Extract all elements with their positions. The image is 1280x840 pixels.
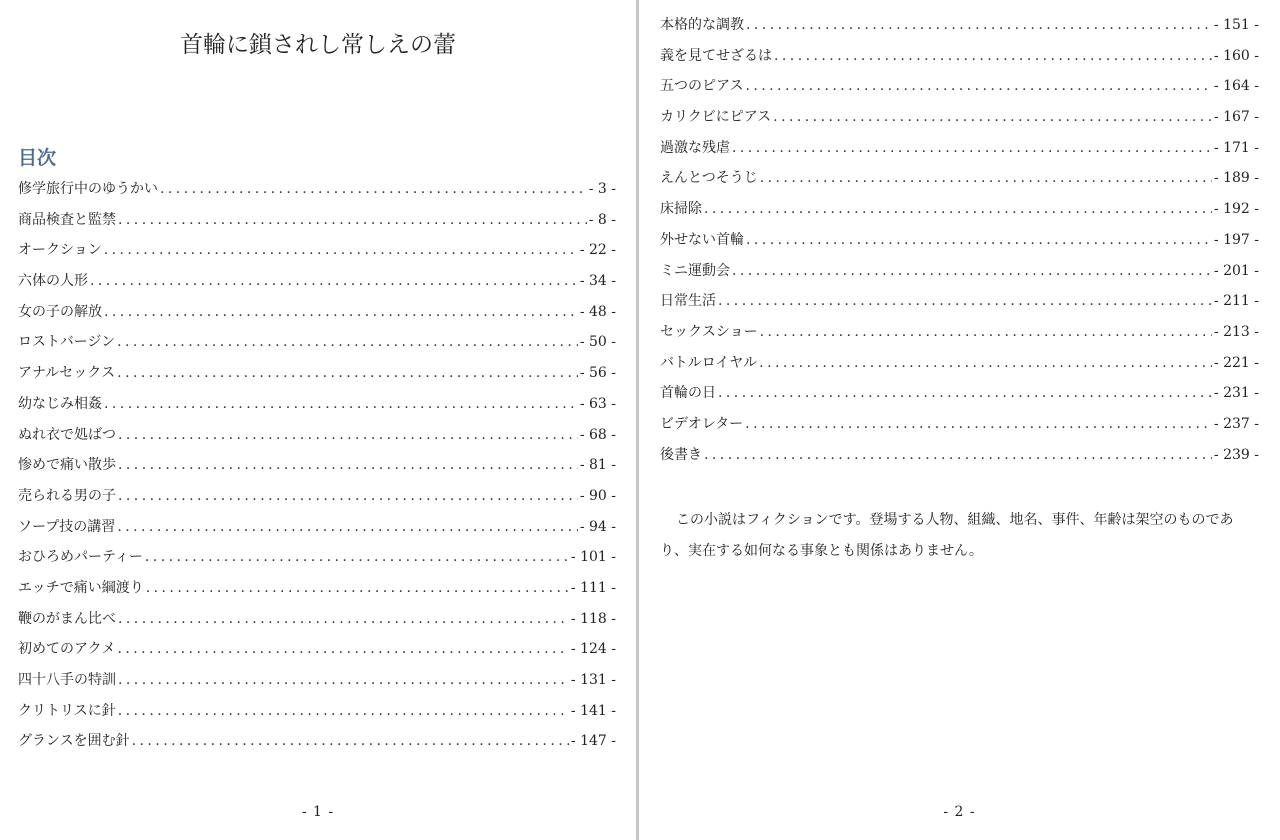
- toc-entry[interactable]: [660, 352, 1259, 383]
- toc-entry-title: えんとつそうじ: [660, 170, 758, 187]
- toc-entry[interactable]: [18, 730, 616, 761]
- toc-entry-page: - 189 -: [1213, 170, 1259, 187]
- dot-leader: [132, 730, 569, 752]
- toc-entry-page: - 237 -: [1213, 415, 1259, 432]
- dot-leader: [145, 546, 569, 568]
- toc-entry-title: 本格的な調教: [660, 17, 744, 33]
- dot-leader: [104, 239, 578, 261]
- page-number: - 1 -: [301, 804, 335, 820]
- dot-leader: [704, 198, 1212, 220]
- toc-entry[interactable]: [18, 270, 616, 301]
- toc-entry[interactable]: [18, 331, 616, 362]
- toc-entry-title: 女の子の解放: [18, 303, 102, 320]
- toc-entry[interactable]: [18, 393, 616, 424]
- toc-entry[interactable]: [18, 362, 616, 393]
- toc-entry[interactable]: [660, 229, 1259, 260]
- toc-entry[interactable]: [660, 75, 1259, 106]
- toc-entry[interactable]: [18, 209, 616, 240]
- dot-leader: [745, 413, 1212, 435]
- toc-entry[interactable]: [660, 290, 1259, 321]
- toc-entry[interactable]: [660, 382, 1259, 413]
- toc-entry-page: - 213 -: [1213, 323, 1259, 340]
- dot-leader: [118, 485, 578, 507]
- dot-leader: [760, 167, 1212, 189]
- dot-leader: [773, 106, 1212, 128]
- toc-entry-title: 外せない首輪: [660, 231, 744, 248]
- toc-entry[interactable]: [18, 301, 616, 332]
- dot-leader: [118, 424, 578, 446]
- toc-entry-page: - 3 -: [588, 181, 616, 197]
- toc-entry-title: ソープ技の講習: [18, 518, 116, 535]
- document-title: 首輪に鎖されし常しえの蕾: [180, 32, 456, 58]
- toc-entry-page: - 94 -: [579, 518, 616, 535]
- dot-leader: [118, 454, 578, 476]
- toc-entry-title: 五つのピアス: [660, 78, 744, 95]
- toc-entry-title: 義を見てせざるは: [660, 47, 772, 64]
- dot-leader: [118, 209, 587, 231]
- dot-leader: [732, 260, 1212, 282]
- toc-entry-page: - 63 -: [579, 395, 616, 412]
- toc-list-page-2: [660, 14, 1259, 474]
- toc-entry-title: 初めてのアクメ: [18, 641, 116, 658]
- toc-entry-page: - 50 -: [579, 334, 616, 351]
- page-number: - 2 -: [943, 804, 976, 820]
- toc-entry-title: 修学旅行中のゆうかい: [18, 181, 158, 197]
- toc-entry-page: - 211 -: [1213, 293, 1259, 310]
- toc-entry[interactable]: [660, 413, 1259, 444]
- dot-leader: [117, 638, 568, 660]
- dot-leader: [90, 270, 578, 292]
- toc-entry-title: ロストバージン: [18, 334, 116, 351]
- dot-leader: [104, 301, 578, 323]
- toc-entry-page: - 111 -: [570, 579, 616, 596]
- toc-entry-title: 惨めで痛い散歩: [18, 457, 116, 474]
- dot-leader: [117, 516, 578, 538]
- dot-leader: [146, 577, 569, 599]
- toc-entry[interactable]: [660, 106, 1259, 137]
- toc-entry[interactable]: [18, 454, 616, 485]
- toc-entry-title: 首輪の日: [660, 385, 716, 402]
- toc-entry-title: 過激な残虐: [660, 139, 730, 156]
- toc-entry[interactable]: [18, 485, 616, 516]
- toc-entry[interactable]: [18, 638, 616, 669]
- dot-leader: [759, 352, 1212, 374]
- toc-entry-title: 後書き: [660, 446, 702, 463]
- toc-entry-title: 日常生活: [660, 293, 716, 310]
- toc-entry[interactable]: [660, 137, 1259, 168]
- toc-entry-title: ぬれ衣で処ばつ: [18, 426, 116, 443]
- toc-entry-page: - 231 -: [1213, 385, 1259, 402]
- toc-entry[interactable]: [18, 239, 616, 270]
- page-2: [639, 0, 1280, 840]
- toc-heading: 目次: [18, 147, 57, 169]
- toc-entry-page: - 34 -: [579, 273, 616, 290]
- toc-entry-title: ミニ運動会: [660, 262, 730, 279]
- dot-leader: [718, 290, 1212, 312]
- toc-entry[interactable]: [18, 424, 616, 455]
- toc-entry-title: グランスを囲む針: [18, 733, 130, 750]
- toc-entry-page: - 8 -: [588, 211, 616, 228]
- toc-entry-page: - 90 -: [579, 487, 616, 504]
- toc-entry-title: セックスショー: [660, 323, 758, 340]
- toc-entry-page: - 48 -: [579, 303, 616, 320]
- toc-entry-page: - 56 -: [579, 365, 616, 382]
- toc-entry-title: 六体の人形: [18, 273, 88, 290]
- toc-entry-title: おひろめパーティー: [18, 549, 143, 566]
- toc-entry-page: - 147 -: [570, 733, 616, 750]
- dot-leader: [760, 321, 1212, 343]
- dot-leader: [704, 444, 1212, 466]
- dot-leader: [118, 608, 569, 630]
- dot-leader: [745, 75, 1211, 97]
- dot-leader: [774, 45, 1212, 67]
- toc-entry-title: 幼なじみ相姦: [18, 395, 102, 412]
- dot-leader: [117, 362, 578, 384]
- toc-entry-page: - 197 -: [1213, 231, 1259, 248]
- toc-entry-page: - 68 -: [579, 426, 616, 443]
- toc-entry-page: - 201 -: [1213, 262, 1259, 279]
- page-1: [0, 0, 636, 840]
- dot-leader: [118, 669, 569, 691]
- toc-entry[interactable]: [18, 577, 616, 608]
- toc-entry[interactable]: [18, 546, 616, 577]
- toc-entry[interactable]: [660, 260, 1259, 291]
- toc-entry[interactable]: [660, 14, 1259, 45]
- dot-leader: [732, 137, 1212, 159]
- dot-leader: [746, 229, 1212, 251]
- toc-entry[interactable]: [18, 516, 616, 547]
- toc-entry-page: - 118 -: [570, 610, 616, 627]
- toc-entry[interactable]: [18, 669, 616, 700]
- toc-entry-title: 床掃除: [660, 201, 702, 218]
- toc-entry-title: アナルセックス: [18, 365, 116, 382]
- toc-entry-page: - 221 -: [1213, 354, 1259, 371]
- dot-leader: [160, 178, 587, 200]
- toc-entry[interactable]: [660, 45, 1259, 76]
- toc-list-page-1: [18, 178, 616, 761]
- toc-entry-page: - 81 -: [579, 457, 616, 474]
- dot-leader: [746, 14, 1212, 36]
- toc-entry-title: エッチで痛い綱渡り: [18, 579, 144, 596]
- toc-entry[interactable]: [18, 178, 616, 209]
- toc-entry-title: カリクビにピアス: [660, 109, 772, 126]
- toc-entry-page: - 101 -: [570, 549, 616, 566]
- dot-leader: [718, 382, 1212, 404]
- toc-entry-page: - 171 -: [1213, 139, 1259, 156]
- toc-entry-page: - 239 -: [1213, 446, 1259, 463]
- toc-entry-title: クリトリスに針: [18, 702, 116, 719]
- toc-entry[interactable]: [660, 167, 1259, 198]
- toc-entry-title: 売られる男の子: [18, 487, 116, 504]
- dot-leader: [118, 700, 569, 722]
- toc-entry[interactable]: [660, 444, 1259, 475]
- dot-leader: [104, 393, 578, 415]
- toc-entry-title: ビデオレター: [660, 415, 744, 432]
- disclaimer-paragraph: この小説はフィクションです。登場する人物、組織、地名、事件、年齢は架空のものであり、実在する如何なる事象とも関係はありません。: [660, 512, 1234, 559]
- toc-entry-title: 四十八手の特訓: [18, 672, 116, 688]
- dot-leader: [117, 331, 578, 353]
- toc-entry[interactable]: [18, 608, 616, 639]
- toc-entry-page: - 151 -: [1213, 17, 1259, 33]
- toc-entry-title: オークション: [18, 242, 102, 259]
- toc-entry-title: 商品検査と監禁: [18, 211, 116, 228]
- toc-entry[interactable]: [660, 198, 1259, 229]
- toc-entry-page: - 141 -: [570, 702, 616, 719]
- toc-entry-page: - 192 -: [1213, 201, 1259, 218]
- toc-entry-page: - 22 -: [579, 242, 616, 259]
- toc-entry-page: - 164 -: [1213, 78, 1259, 95]
- toc-entry-page: - 160 -: [1213, 47, 1259, 64]
- toc-entry-page: - 131 -: [570, 672, 616, 688]
- toc-entry-title: 鞭のがまん比べ: [18, 610, 116, 627]
- toc-entry-page: - 167 -: [1213, 109, 1259, 126]
- toc-entry-page: - 124 -: [570, 641, 616, 658]
- toc-entry[interactable]: [18, 700, 616, 731]
- toc-entry-title: バトルロイヤル: [660, 354, 758, 371]
- toc-entry[interactable]: [660, 321, 1259, 352]
